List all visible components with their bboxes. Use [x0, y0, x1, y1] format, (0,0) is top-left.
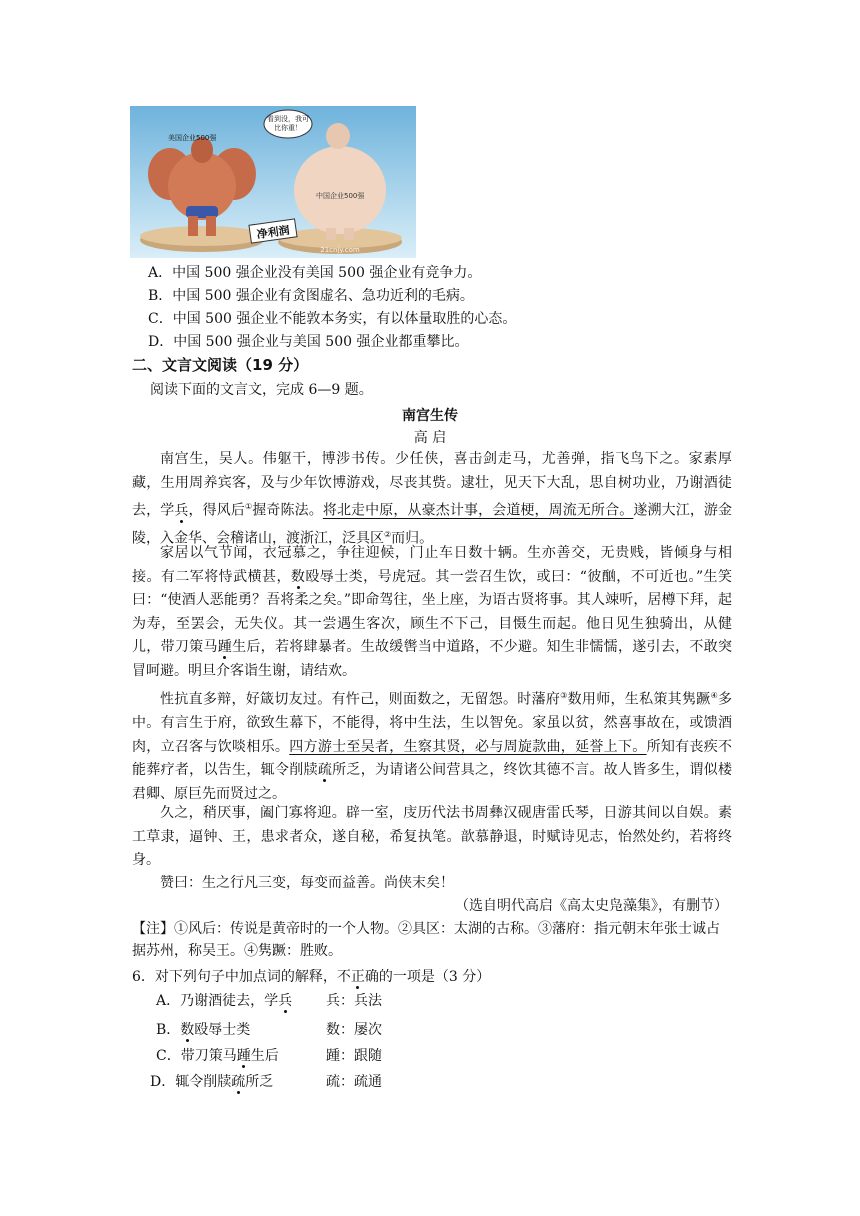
section-heading: 二、文言文阅读（19 分）: [132, 356, 309, 374]
passage-paragraph-4: 久之，稍厌事，阖门寡将迎。辟一室，庋历代法书周彝汉砚唐雷氏琴，日游其间以自娱。素工草隶，逼钟、王，患求者众，遂自秘，希复执笔。歆慕静退，时赋诗见志，怡然处约，若将终身。: [132, 805, 732, 869]
cartoon-speech-2: 比你重！: [274, 124, 302, 132]
dotted-char: 数: [290, 568, 306, 585]
passage-paragraph-1: 南宫生，吴人。伟躯干，博涉书传。少任侠，喜击剑走马，尤善弹，指飞鸟下之。家素厚藏，生用周养宾客，及与少年饮博游戏，尽丧其赀。逮壮，见天下大乱，思自树功业，乃谢酒徒去，学兵，得风后①握奇陈法。将北走中原，从豪杰计事，会道梗，周流无所合。遂溯大江，游金陵，入金华、会稽诸山，渡浙江，泛具区②而归。: [132, 451, 733, 548]
cartoon-image: [130, 106, 416, 258]
cartoon-speech-1: 看到没，我可: [267, 115, 309, 123]
q6-option-c: C．带刀策马踵生后 踵：跟随: [156, 1048, 382, 1064]
cartoon-label-us: 美国企业500强: [168, 134, 217, 142]
q5-option-b: B．中国 500 强企业有贪图虚名、急功近利的毛病。: [148, 288, 474, 304]
section-intro: 阅读下面的文言文，完成 6—9 题。: [150, 382, 373, 398]
q5-option-c: C．中国 500 强企业不能敦本务实，有以体量取胜的心态。: [148, 311, 517, 327]
passage-author: 高 启: [413, 430, 447, 446]
cartoon-label-cn: 中国企业500强: [316, 192, 365, 200]
passage-source: （选自明代高启《高太史凫藻集》，有删节）: [455, 898, 728, 914]
dotted-char: 疏: [317, 762, 333, 779]
q6-option-a: A．乃谢酒徒去，学兵 兵：兵法: [156, 993, 382, 1009]
q5-option-a: A．中国 500 强企业没有美国 500 强企业有竞争力。: [148, 265, 482, 281]
passage-paragraph-5: 赞曰：生之行凡三变，每变而益善。尚侠末矣！: [160, 875, 454, 891]
cartoon-scale-label: 净利润: [255, 223, 291, 242]
cartoon-watermark: 21cnjy.com: [320, 246, 360, 254]
underlined-sentence-1: 将北走中原，从豪杰计事，会道梗，周流无所合。: [322, 502, 634, 519]
passage-notes: 【注】①风后：传说是黄帝时的一个人物。②具区：太湖的古称。③藩府：指元朝末年张士诚占据苏州，称吴王。④隽蹶：胜败。: [132, 921, 720, 959]
q5-option-d: D．中国 500 强企业与美国 500 强企业都重攀比。: [148, 334, 469, 350]
passage-paragraph-3: 性抗直多辩，好箴切友过。有忤己，则面数之，无留怨。时藩府③数用师，生私策其隽蹶④多中。有言生于府，欲致生幕下，不能得，将中生法，生以智免。家虽以贫，然喜事故在，或馈酒肉，立召客与饮啖相乐。四方游士至吴者，生察其贤，必与周旋款曲，延誉上下。所知有丧疾不能葬疗者，以告生，辄令削牍疏所乏，为请诸公间营具之，终饮其德不言。故人皆多生，谓似楼君卿、原巨先而贤过之。: [132, 691, 733, 803]
passage-paragraph-2: 家居以气节闻，衣冠慕之，争往迎候，门止车日数十辆。生亦善交，无贵贱，皆倾身与相接。有二军将恃武横甚，数殴辱士类，号虎冠。其一尝召生饮，或曰：“彼酗，不可近也。”生笑曰：“使酒人恶能勇？吾将柔之矣。”即命驾往，坐上座，为语古贤将事。其人竦听，居樽下拜，起为寿，至罢会，无失仪。其一尝遇生客次，顾生不下己，目慑生而起。他日见生独骑出，从健儿，带刀策马踵生后，若将肆暴者。生故缓辔当中道路，不少避。知生非懦懦，遂引去，不敢突冒呵避。明旦介客诣生谢，请结欢。: [132, 545, 733, 679]
dotted-char: 踵: [217, 639, 233, 656]
passage-title: 南宫生传: [402, 408, 458, 424]
q6-option-b: B．数殴辱士类 数：屡次: [156, 1022, 382, 1038]
q6-stem: 6．对下列句子中加点词的解释，不正确的一项是（3 分）: [132, 969, 491, 985]
underlined-sentence-2: 四方游士至吴者，生察其贤，必与周旋款曲，延誉上下。: [289, 738, 647, 755]
dotted-char: 兵: [174, 502, 189, 519]
dotted-char: 不正确: [336, 969, 379, 985]
q6-option-d: D．辄令削牍疏所乏 疏：疏通: [150, 1074, 382, 1090]
